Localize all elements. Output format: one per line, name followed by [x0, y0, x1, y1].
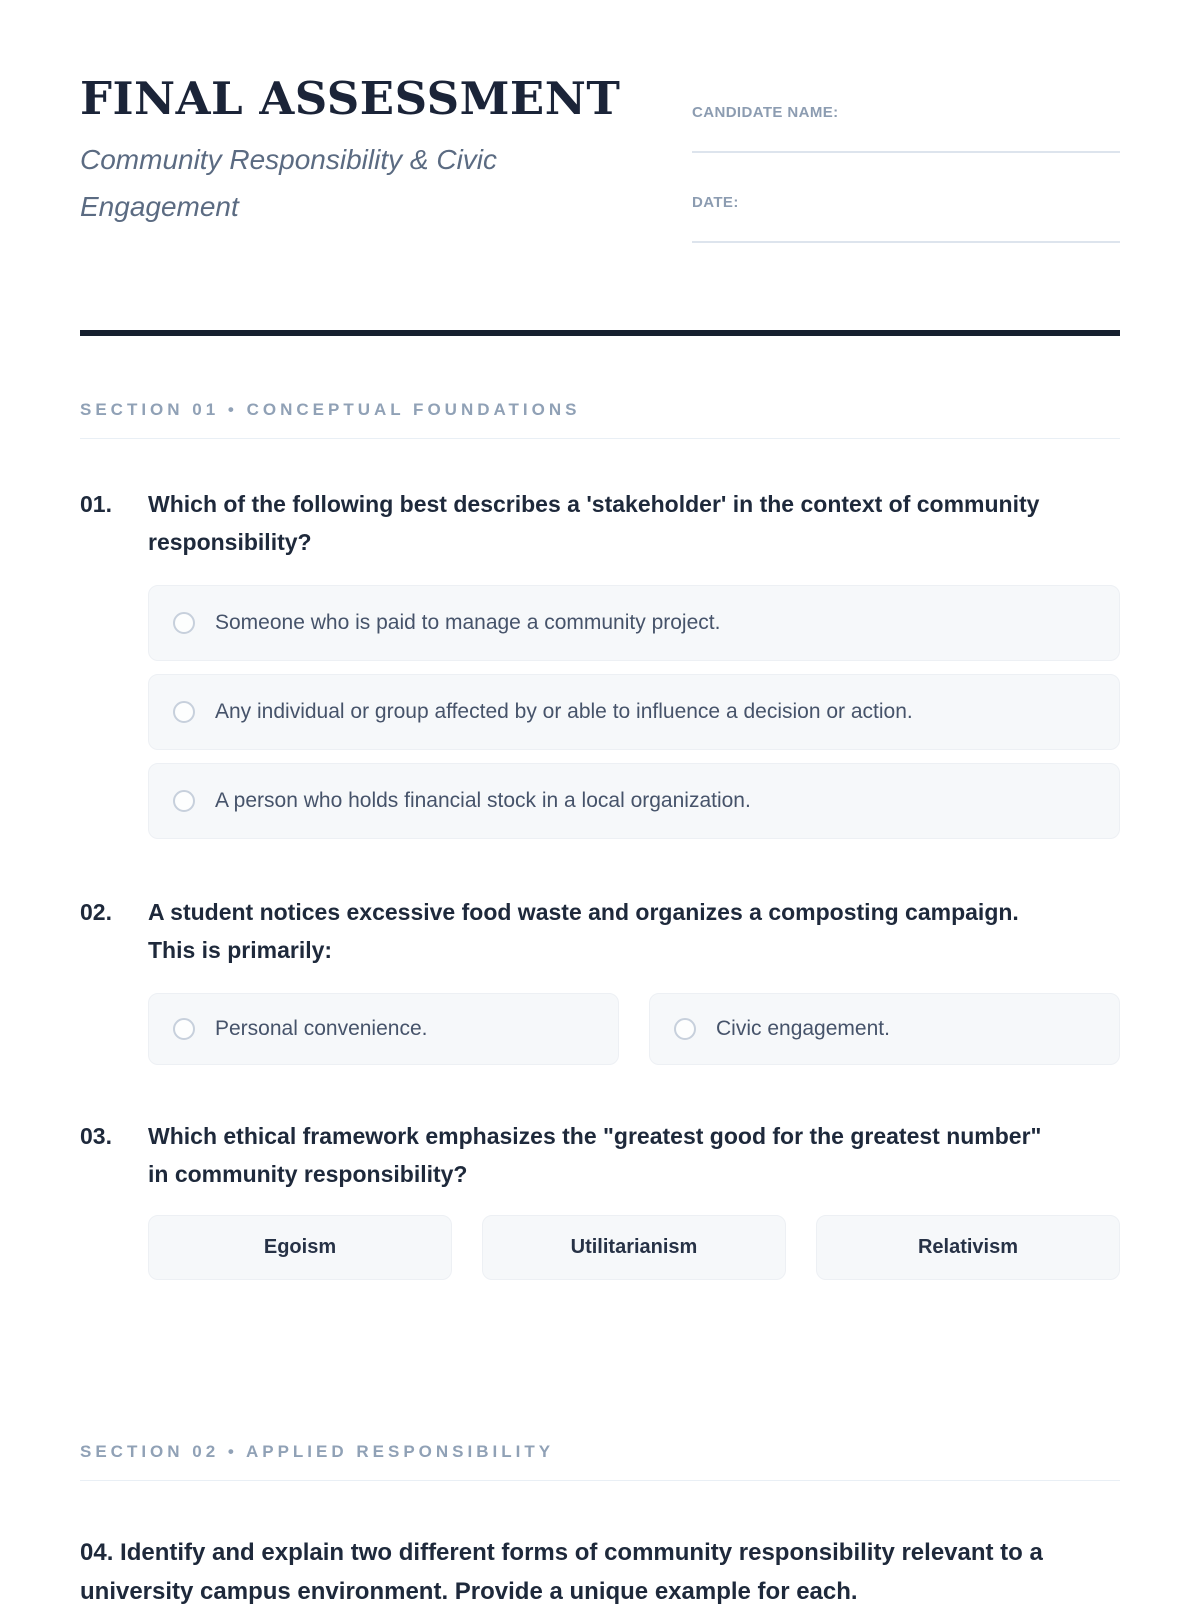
question-02-number: 02. — [80, 899, 112, 925]
candidate-name-input[interactable] — [692, 151, 1120, 153]
option-label: A person who holds financial stock in a local organization. — [215, 789, 751, 812]
option-label: Someone who is paid to manage a community project. — [215, 611, 721, 634]
question-03-body — [148, 1117, 1120, 1280]
assessment-page — [80, 0, 1120, 1611]
question-04-number: 04. — [80, 1539, 114, 1566]
question-03-number: 03. — [80, 1123, 112, 1149]
radio-icon — [674, 1018, 696, 1040]
question-02-option-2[interactable] — [649, 993, 1120, 1065]
question-03 — [80, 1117, 1120, 1280]
question-01-option-2[interactable] — [148, 674, 1120, 750]
question-03-choice-egoism[interactable]: Egoism — [148, 1215, 452, 1280]
question-01-option-3[interactable] — [148, 763, 1120, 839]
question-04 — [80, 1533, 1120, 1611]
candidate-name-field — [692, 104, 1120, 153]
question-03-text: Which ethical framework emphasizes the "greatest good for the greatest number" in community responsibility? — [148, 1123, 1042, 1187]
question-02-body — [148, 893, 1120, 1065]
question-03-choices — [148, 1215, 1120, 1280]
option-label: Civic engagement. — [716, 1017, 890, 1040]
date-field — [692, 194, 1120, 243]
question-01-text: Which of the following best describes a 'stakeholder' in the context of community responsibility? — [148, 491, 1040, 555]
header-fields — [692, 74, 1120, 284]
question-01-number: 01. — [80, 491, 112, 517]
question-01-body — [148, 485, 1120, 839]
question-02-text: A student notices excessive food waste and organizes a composting campaign. This is primarily: — [148, 899, 1019, 963]
radio-icon — [173, 701, 195, 723]
header-title-block — [80, 74, 640, 284]
page-title: FINAL ASSESSMENT — [80, 72, 621, 125]
section-01-header: SECTION 01 • CONCEPTUAL FOUNDATIONS — [80, 400, 1120, 439]
radio-icon — [173, 1018, 195, 1040]
radio-icon — [173, 790, 195, 812]
question-01-option-1[interactable] — [148, 585, 1120, 661]
question-02 — [80, 893, 1120, 1065]
header — [80, 74, 1120, 284]
date-input[interactable] — [692, 241, 1120, 243]
question-03-choice-utilitarianism[interactable]: Utilitarianism — [482, 1215, 786, 1280]
question-01-options — [148, 585, 1120, 839]
question-03-choice-relativism[interactable]: Relativism — [816, 1215, 1120, 1280]
option-label: Any individual or group affected by or able to influence a decision or action. — [215, 700, 913, 723]
header-divider — [80, 330, 1120, 336]
question-01 — [80, 485, 1120, 839]
page-subtitle: Community Responsibility & Civic Engagement — [80, 144, 498, 223]
question-02-option-1[interactable] — [148, 993, 619, 1065]
option-label: Personal convenience. — [215, 1017, 428, 1040]
question-04-text: Identify and explain two different forms of community responsibility relevant to a university campus environment. Provide a unique example for each. — [80, 1539, 1043, 1605]
candidate-name-label: CANDIDATE NAME: — [692, 104, 839, 121]
radio-icon — [173, 612, 195, 634]
question-02-options — [148, 993, 1120, 1065]
date-label: DATE: — [692, 194, 739, 211]
section-02-header: SECTION 02 • APPLIED RESPONSIBILITY — [80, 1442, 1120, 1481]
